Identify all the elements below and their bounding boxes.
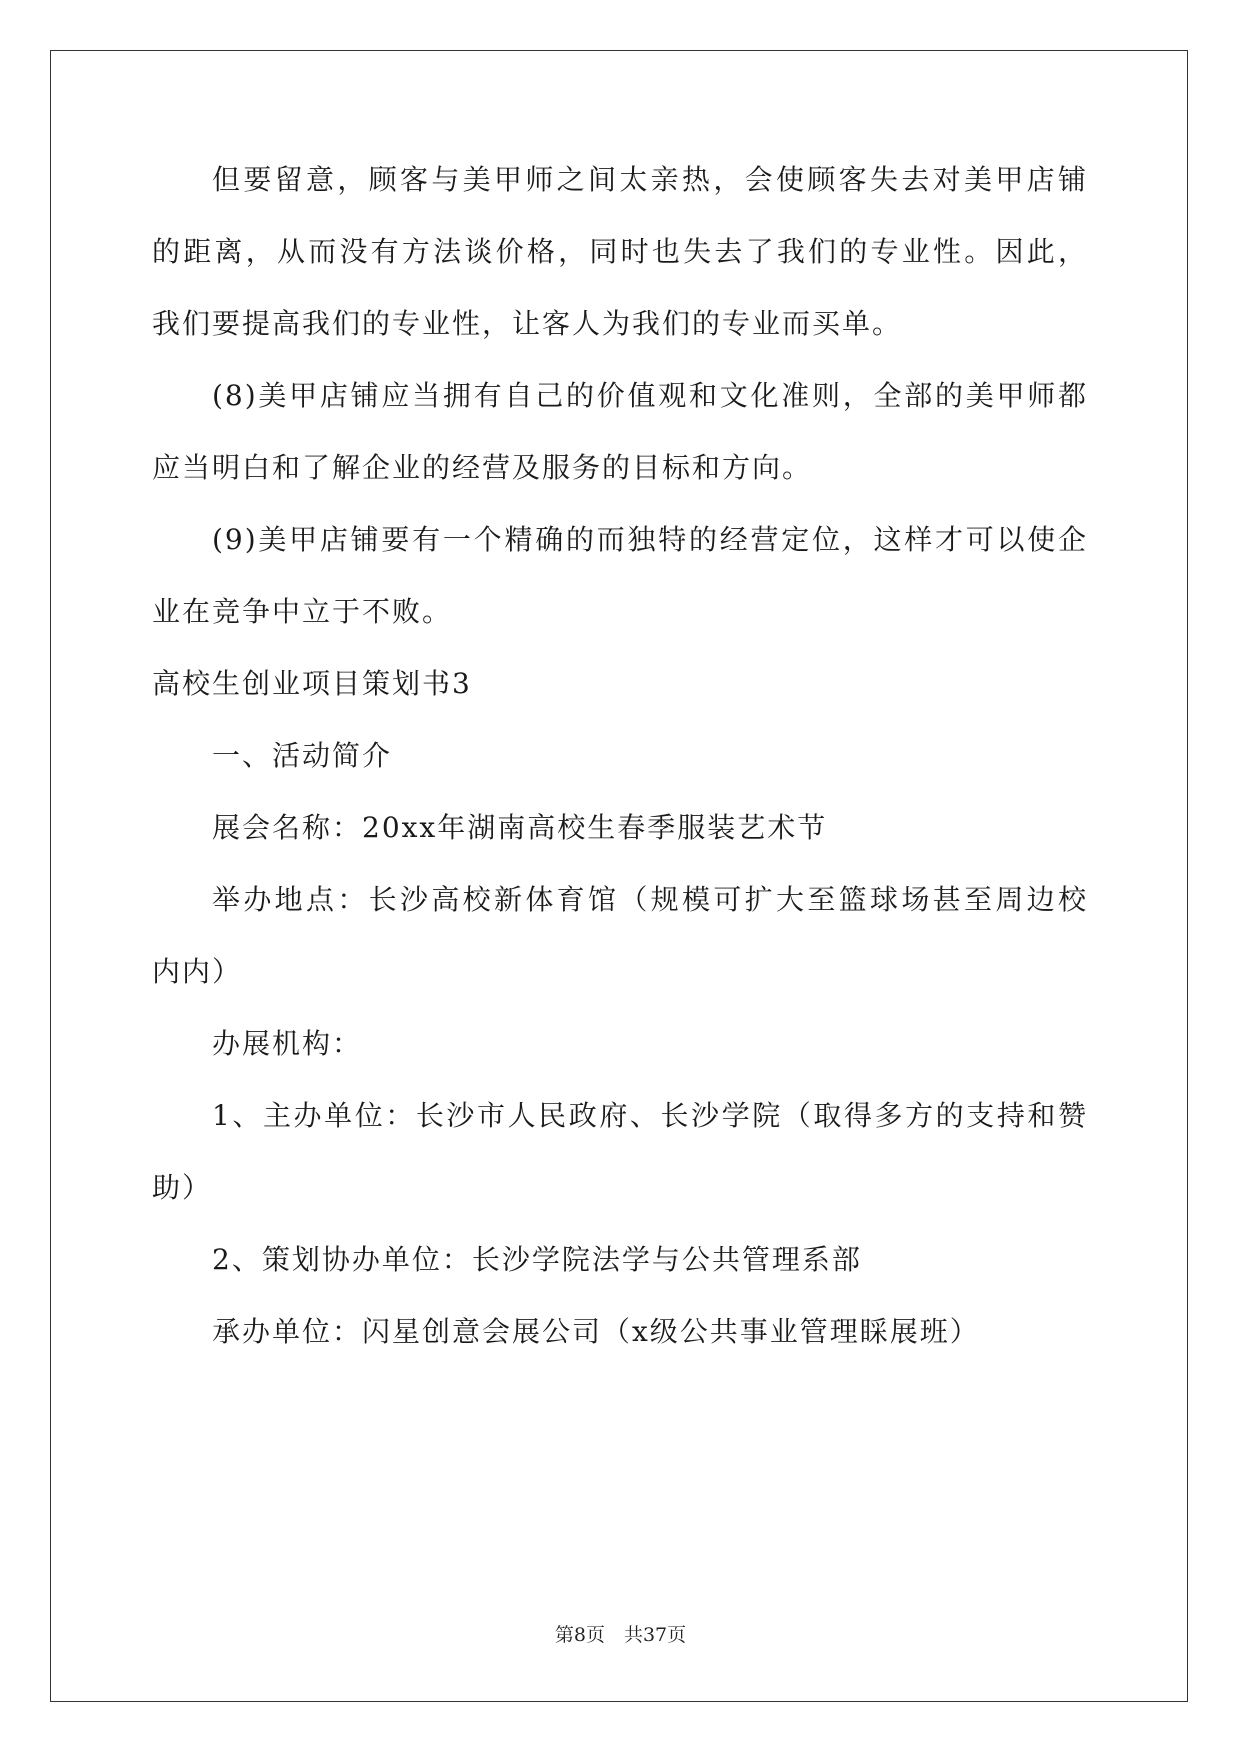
section-heading: 高校生创业项目策划书3: [152, 667, 472, 700]
paragraph-line: 2、策划协办单位：长沙学院法学与公共管理系部: [212, 1243, 862, 1276]
paragraph-line: 展会名称：20xx年湖南高校生春季服装艺术节: [212, 811, 828, 844]
paragraph-line: 1、主办单位：长沙市人民政府、长沙学院（取得多方的支持和赞: [212, 1099, 1088, 1132]
paragraph-line: 但要留意，顾客与美甲师之间太亲热，会使顾客失去对美甲店铺: [212, 163, 1088, 196]
paragraph-line: 我们要提高我们的专业性，让客人为我们的专业而买单。: [152, 307, 903, 340]
paragraph-line: 举办地点：长沙高校新体育馆（规模可扩大至篮球场甚至周边校: [212, 883, 1088, 916]
paragraph-line: 助）: [152, 1171, 213, 1204]
page-number-footer: 第8页 共37页: [554, 1624, 687, 1646]
paragraph-line: 业在竞争中立于不败。: [152, 595, 453, 628]
paragraph-line: 办展机构：: [212, 1027, 363, 1060]
paragraph-line: (9)美甲店铺要有一个精确的而独特的经营定位，这样才可以使企: [212, 523, 1088, 556]
paragraph-line: (8)美甲店铺应当拥有自己的价值观和文化准则，全部的美甲师都: [212, 379, 1088, 412]
paragraph-line: 内内）: [152, 955, 243, 988]
paragraph-line: 应当明白和了解企业的经营及服务的目标和方向。: [152, 451, 813, 484]
subsection-heading: 一、活动简介: [212, 739, 393, 772]
page-border: [50, 50, 1188, 1702]
paragraph-line: 承办单位：闪星创意会展公司（x级公共事业管理睬展班）: [212, 1315, 980, 1348]
paragraph-line: 的距离，从而没有方法谈价格，同时也失去了我们的专业性。因此，: [152, 235, 1088, 268]
